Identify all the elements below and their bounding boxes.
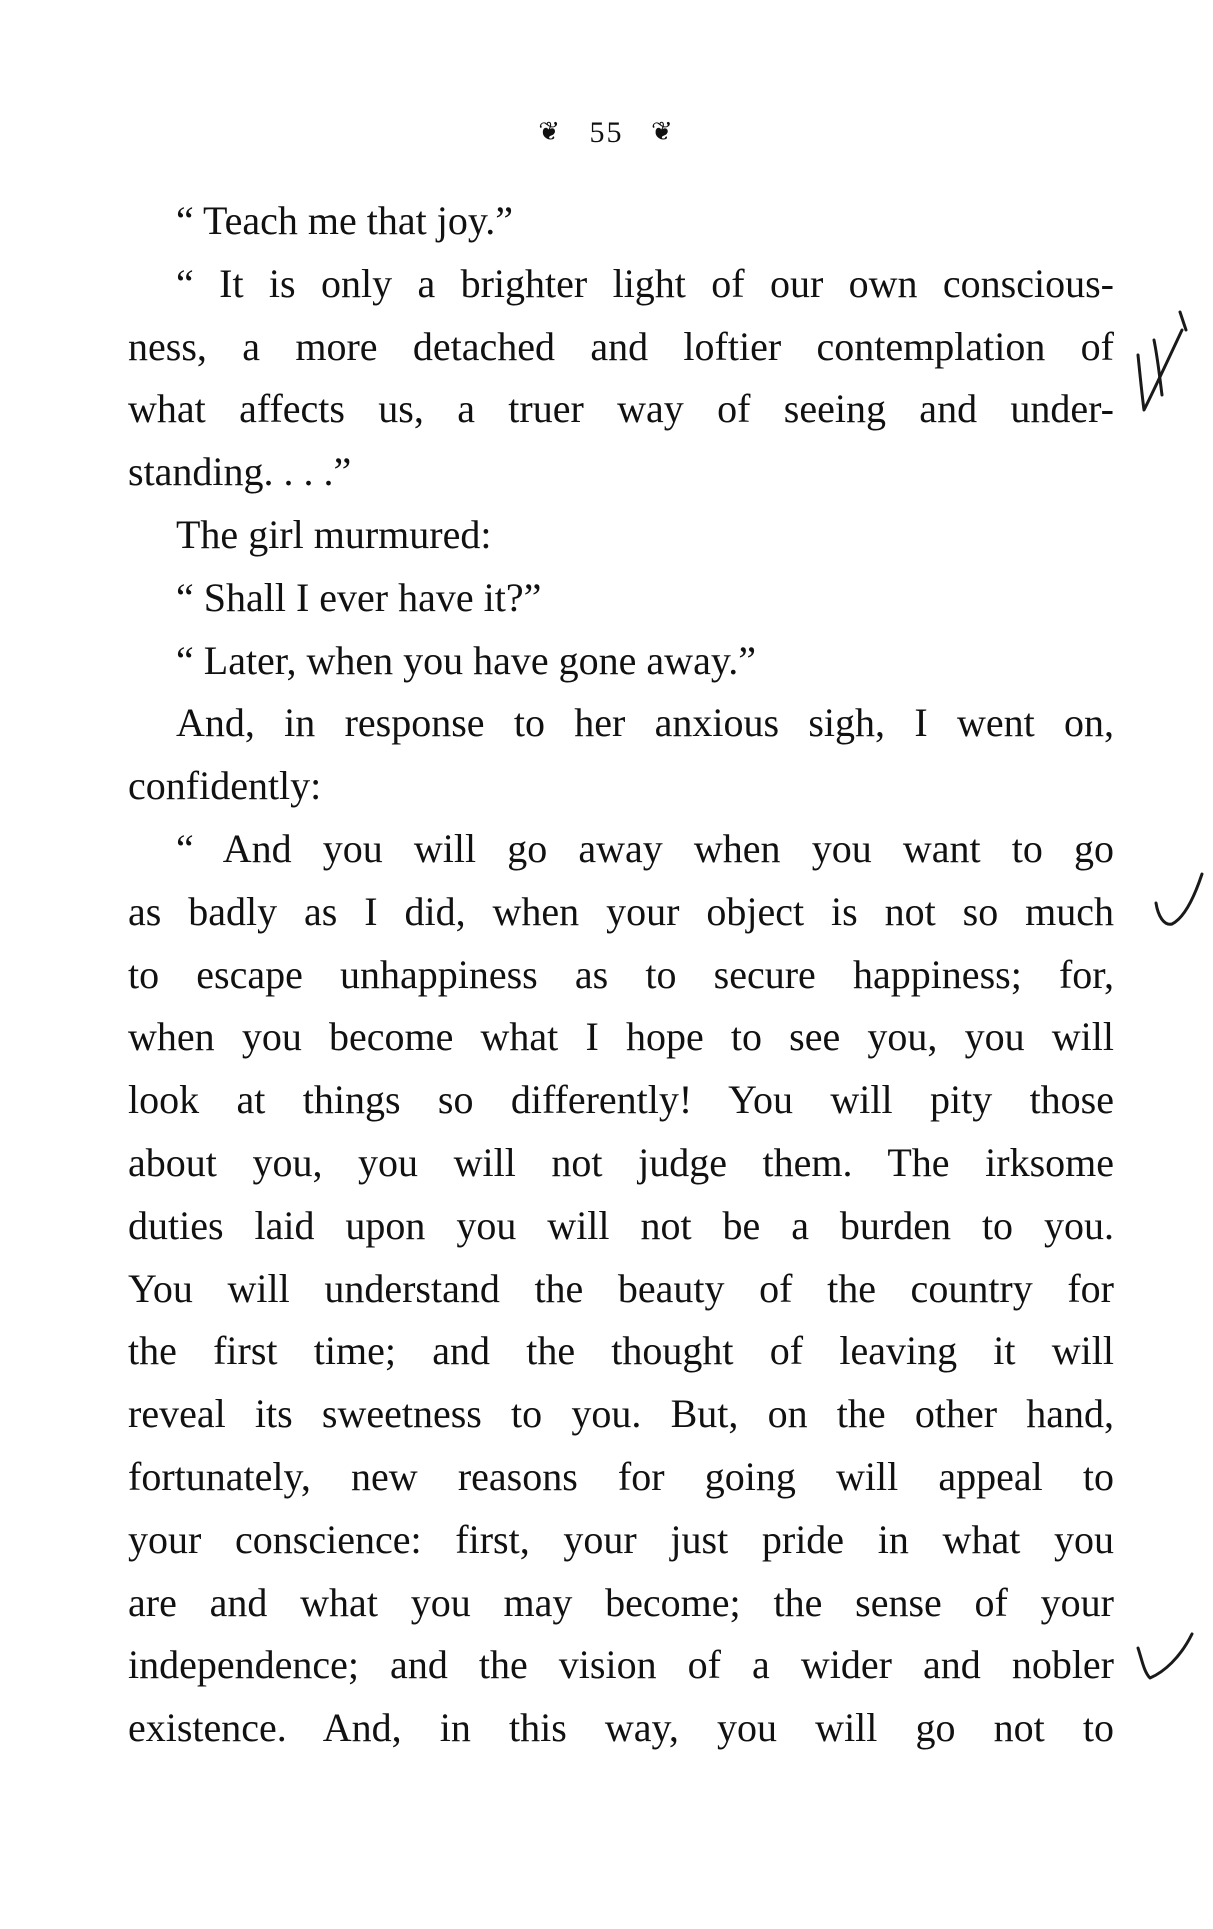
text-line: ness, a more detached and loftier contemplation of [128, 323, 1114, 369]
text-line: You will understand the beauty of the country for [128, 1265, 1114, 1311]
text-line: what affects us, a truer way of seeing and under- [128, 386, 1114, 432]
text-line: “ It is only a brighter light of our own conscious- [176, 260, 1114, 306]
text-line: And, in response to her anxious sigh, I went on, [176, 700, 1114, 746]
text-line: “ Later, when you have gone away.” [176, 637, 756, 683]
check-mark-icon [1130, 1620, 1200, 1695]
text-line: independence; and the vision of a wider and nobler [128, 1642, 1114, 1688]
check-mark-icon [1120, 300, 1200, 420]
page-header [0, 114, 1213, 151]
fleuron-icon: ❦ [538, 117, 562, 146]
text-line: fortunately, new reasons for going will appeal to [128, 1453, 1114, 1499]
text-line: The girl murmured: [176, 511, 492, 557]
check-mark-icon [1148, 868, 1208, 943]
text-line: duties laid upon you will not be a burden to you. [128, 1202, 1114, 1248]
text-line: are and what you may become; the sense of your [128, 1579, 1114, 1625]
text-line: your conscience: first, your just pride in what you [128, 1516, 1114, 1562]
text-line: look at things so differently! You will pity those [128, 1077, 1114, 1123]
page-number: 55 [589, 116, 624, 149]
text-line: reveal its sweetness to you. But, on the other hand, [128, 1391, 1114, 1437]
text-line: standing. . . .” [128, 449, 352, 495]
text-line: about you, you will not judge them. The irksome [128, 1139, 1114, 1185]
page-body-text [128, 190, 1114, 1760]
text-line: “ Shall I ever have it?” [176, 574, 542, 620]
fleuron-icon: ❦ [651, 117, 675, 146]
text-line: to escape unhappiness as to secure happiness; for, [128, 951, 1114, 997]
text-line: confidently: [128, 763, 322, 809]
text-line: “ And you will go away when you want to go [176, 825, 1114, 871]
text-line: the first time; and the thought of leaving it will [128, 1328, 1114, 1374]
text-line: when you become what I hope to see you, you will [128, 1014, 1114, 1060]
text-line: existence. And, in this way, you will go not to [128, 1705, 1114, 1751]
text-line: “ Teach me that joy.” [176, 198, 514, 243]
text-line: as badly as I did, when your object is not so much [128, 888, 1114, 934]
